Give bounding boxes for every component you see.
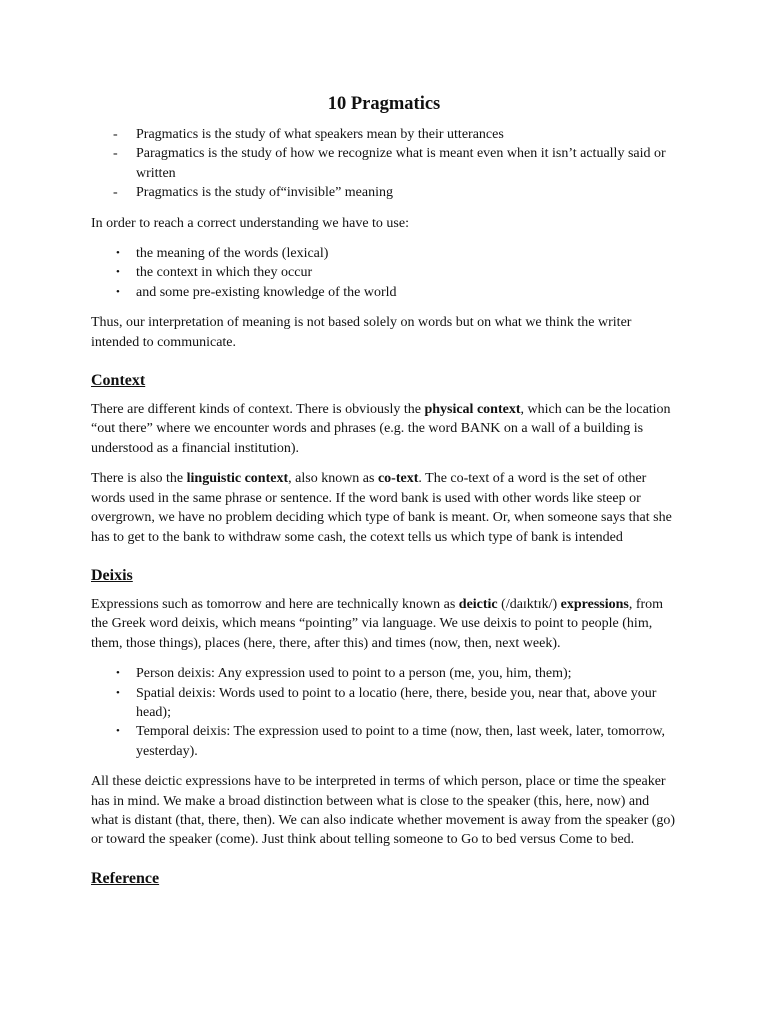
bullet-marker: • bbox=[116, 266, 120, 279]
list-item bbox=[91, 125, 677, 144]
paragraph-text: There is also the bbox=[91, 471, 187, 487]
bullet-marker: • bbox=[116, 285, 120, 298]
requirement-text: the context in which they occur bbox=[136, 265, 313, 281]
term-linguistic-context: linguistic context bbox=[186, 471, 289, 487]
physical-context-paragraph bbox=[91, 400, 677, 458]
page-title: 10 Pragmatics bbox=[327, 94, 441, 114]
paragraph-text: , also known as bbox=[288, 471, 378, 487]
list-item bbox=[91, 183, 677, 202]
list-item bbox=[91, 244, 677, 263]
deixis-intro-paragraph bbox=[91, 595, 677, 653]
deixis-types-list bbox=[91, 664, 677, 761]
deixis-type-text: Spatial deixis: Words used to point to a locatio (here, there, beside you, near that, above your head); bbox=[136, 685, 657, 720]
paragraph-text: There are different kinds of context. There is obviously the bbox=[91, 402, 425, 418]
dash-marker: - bbox=[113, 185, 118, 201]
bullet-marker: • bbox=[116, 725, 120, 738]
linguistic-context-paragraph bbox=[91, 469, 677, 547]
deixis-heading: Deixis bbox=[91, 566, 133, 584]
deixis-type-text: Temporal deixis: The expression used to point to a time (now, then, last week, later, tomorrow, yesterday). bbox=[136, 724, 666, 759]
requirement-text: and some pre-existing knowledge of the world bbox=[136, 284, 397, 300]
definition-text: Paragmatics is the study of how we recognize what is meant even when it isn’t actually said or written bbox=[136, 146, 666, 181]
term-deictic: deictic bbox=[458, 596, 498, 612]
definition-text: Pragmatics is the study of what speakers mean by their utterances bbox=[136, 127, 504, 142]
deixis-interpretation-paragraph: All these deictic expressions have to be interpreted in terms of which person, place or time the speaker has in mind. We make a broad distinction between what is close to the speaker (this, here, now) and what is distant (that, there, then). We can also indicate whether movement is away from the speaker (go) or toward the speaker (come). Just think about telling someone to Go to bed versus Come to bed. bbox=[91, 774, 676, 848]
bullet-marker: • bbox=[116, 686, 120, 699]
list-item bbox=[91, 263, 677, 282]
context-heading: Context bbox=[91, 372, 146, 390]
term-physical-context: physical context bbox=[424, 402, 521, 418]
definition-text: Pragmatics is the study of“invisible” meaning bbox=[136, 185, 394, 201]
bullet-marker: • bbox=[116, 247, 120, 260]
intro-text: In order to reach a correct understanding we have to use: bbox=[91, 215, 409, 231]
conclusion-paragraph: Thus, our interpretation of meaning is not based solely on words but on what we think the writer intended to communicate. bbox=[91, 315, 632, 350]
list-item bbox=[91, 283, 677, 302]
paragraph-text: Expressions such as tomorrow and here are technically known as bbox=[91, 596, 459, 612]
list-item bbox=[91, 664, 677, 683]
paragraph-text: , which can be the location “out there” where we encounter words and phrases (e.g. the word BANK on a wall of a building is understood as a financial institution). bbox=[91, 402, 671, 456]
phonetic-text: (/daɪktɪk/) bbox=[497, 596, 561, 612]
deixis-type-text: Person deixis: Any expression used to point to a person (me, you, him, them); bbox=[136, 666, 572, 682]
dash-marker: - bbox=[113, 146, 118, 162]
document-page bbox=[91, 92, 677, 898]
paragraph-text: , from the Greek word deixis, which means “pointing” via language. We use deixis to point to people (him, them, those things), places (here, there, after this) and times (now, then, next week). bbox=[91, 596, 664, 651]
requirements-list bbox=[91, 244, 677, 302]
definition-list bbox=[91, 125, 677, 203]
list-item bbox=[91, 722, 677, 761]
requirement-text: the meaning of the words (lexical) bbox=[136, 246, 329, 262]
dash-marker: - bbox=[113, 127, 118, 142]
list-item bbox=[91, 684, 677, 723]
list-item bbox=[91, 144, 677, 183]
term-co-text: co-text bbox=[377, 471, 419, 487]
reference-heading: Reference bbox=[91, 869, 160, 887]
bullet-marker: • bbox=[116, 667, 120, 680]
paragraph-text: . The co-text of a word is the set of other words used in the same phrase or sentence. If the word bank is used with other words like steep or overgrown, we have no problem deciding which type of bank is meant. Or, when someone says that she has to get to the bank to withdraw some cash, the cotext tells us which type of bank is intended bbox=[91, 471, 672, 545]
term-expressions: expressions bbox=[560, 596, 629, 612]
